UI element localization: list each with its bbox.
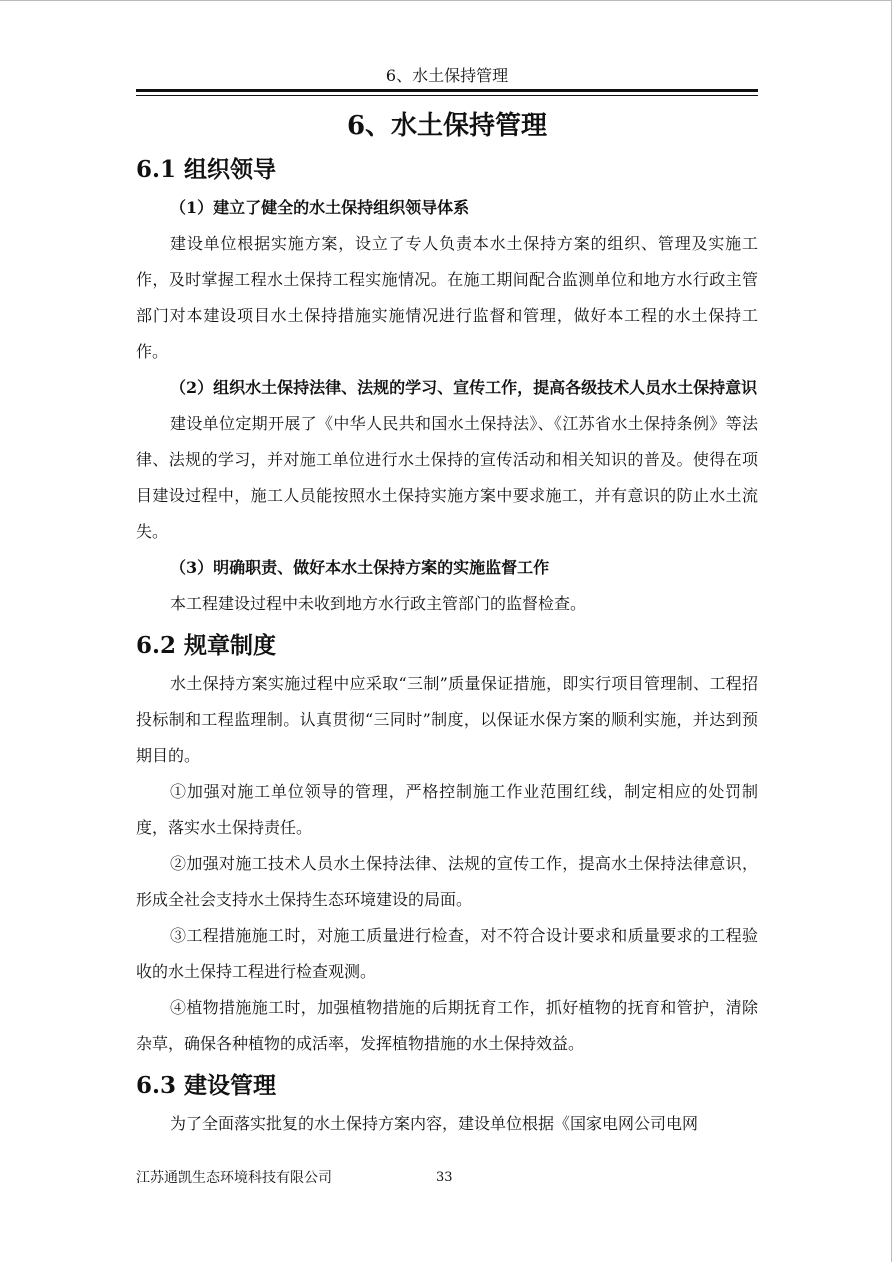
numbered-paragraph-1: ①加强对施工单位领导的管理，严格控制施工作业范围红线，制定相应的处罚制度，落实水土保持责任。 xyxy=(136,782,758,837)
body-paragraph: 本工程建设过程中未收到地方水行政主管部门的监督检查。 xyxy=(170,594,587,613)
header-rule-thick xyxy=(136,89,758,92)
page-top-border xyxy=(0,0,891,1)
page-body xyxy=(136,106,758,1142)
numbered-paragraph-4: ④植物措施施工时，加强植物措施的后期抚育工作，抓好植物的抚育和管护，清除杂草，确保各种植物的成活率，发挥植物措施的水土保持效益。 xyxy=(136,998,758,1053)
section-title-6-1: 6.1 组织领导 xyxy=(136,156,277,183)
header-rule-thin xyxy=(136,95,758,96)
footer-page-number: 33 xyxy=(436,1170,453,1185)
footer-company-name: 江苏通凯生态环境科技有限公司 xyxy=(136,1170,332,1186)
numbered-paragraph-3: ③工程措施施工时，对施工质量进行检查，对不符合设计要求和质量要求的工程验收的水土保持工程进行检查观测。 xyxy=(136,926,758,981)
numbered-paragraph-2: ②加强对施工技术人员水土保持法律、法规的宣传工作，提高水土保持法律意识，形成全社会支持水土保持生态环境建设的局面。 xyxy=(136,854,758,909)
subsection-heading: （2）组织水土保持法律、法规的学习、宣传工作，提高各级技术人员水土保持意识 xyxy=(170,378,758,397)
body-paragraph: 建设单位定期开展了《中华人民共和国水土保持法》、《江苏省水土保持条例》等法律、法规的学习，并对施工单位进行水土保持的宣传活动和相关知识的普及。使得在项目建设过程中，施工人员能按照水土保持实施方案中要求施工，并有意识的防止水土流失。 xyxy=(136,414,758,541)
section-title-6-2: 6.2 规章制度 xyxy=(136,632,277,659)
body-paragraph: 为了全面落实批复的水土保持方案内容，建设单位根据《国家电网公司电网 xyxy=(170,1114,699,1133)
section-title-6-3: 6.3 建设管理 xyxy=(136,1072,277,1099)
chapter-title: 6、水土保持管理 xyxy=(346,111,548,141)
subsection-heading: （3）明确职责、做好本水土保持方案的实施监督工作 xyxy=(170,558,550,577)
subsection-heading: （1）建立了健全的水土保持组织领导体系 xyxy=(170,198,470,217)
running-header-title: 6、水土保持管理 xyxy=(385,66,509,85)
body-paragraph: 建设单位根据实施方案，设立了专人负责本水土保持方案的组织、管理及实施工作，及时掌握工程水土保持工程实施情况。在施工期间配合监测单位和地方水行政主管部门对本建设项目水土保持措施实施情况进行监督和管理，做好本工程的水土保持工作。 xyxy=(136,234,758,361)
body-paragraph: 水土保持方案实施过程中应采取“三制”质量保证措施，即实行项目管理制、工程招投标制和工程监理制。认真贯彻“三同时”制度，以保证水保方案的顺利实施，并达到预期目的。 xyxy=(136,674,758,765)
